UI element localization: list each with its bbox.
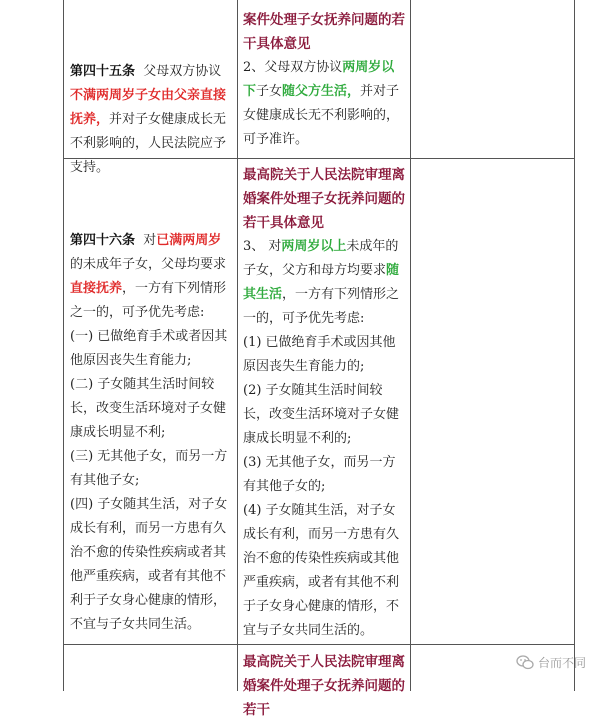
list-item: (一) 已做绝育手术或者因其他原因丧失生育能力; [70,329,228,368]
list-item: (1) 已做绝育手术或因其他原因丧失生育能力的; [243,335,396,374]
table-border-col1 [237,0,238,691]
article-number: 第四十六条 [70,233,136,248]
list-item: (3) 无其他子女，而另一方有其他子女的; [243,455,396,494]
list-item: (4) 子女随其生活，对子女成长有利，而另一方患有久治不愈的传染性疾病或其他严重疾病，或者有其他不利于子女身心健康的情形，不宜与子女共同生活的。 [243,503,400,638]
article-45-cell: 第四十五条 父母双方协议不满两周岁子女由父亲直接抚养，并对子女健康成长无不利影响的，人民法院应予支持。 [70,64,227,175]
opinion-next-cell [243,650,405,722]
list-item: (四) 子女随其生活，对子女成长有利，而另一方患有久治不愈的传染性疾病或者其他严重疾病，或者有其他不利于子女身心健康的情形，不宜与子女共同生活。 [70,497,228,632]
table-border-left [63,0,64,691]
watermark-text: 台而不同 [537,656,586,670]
watermark [516,654,586,671]
article-number: 第四十五条 [70,64,136,79]
table-border-right [574,0,575,691]
list-item: (2) 子女随其生活时间较长，改变生活环境对子女健康成长明显不利的; [243,383,400,446]
wechat-icon [516,655,534,670]
opinion-heading: 案件处理子女抚养问题的若干具体意见 [243,12,405,52]
article-text: 第四十六条 对已满两周岁的未成年子女，父母均要求直接抚养，一方有下列情形之一的，可予优先考虑: [70,233,227,320]
table-border-col2 [410,0,411,691]
article-46-cell [70,229,233,637]
list-item: (三) 无其他子女，而另一方有其他子女; [70,449,228,488]
highlight-text: 不满两周岁子女由父亲直接抚养， [70,88,227,127]
opinion-heading: 最高院关于人民法院审理离婚案件处理子女抚养问题的若干 [243,654,405,718]
opinion-text: 3、 对两周岁以上未成年的子女，父方和母方均要求随其生活，一方有下列情形之一的，可予优先考虑: [243,239,400,326]
list-item: (二) 子女随其生活时间较长，改变生活环境对子女健康成长明显不利; [70,377,227,440]
opinion-3-cell [243,163,405,643]
opinion-heading: 最高院关于人民法院审理离婚案件处理子女抚养问题的若干具体意见 [243,167,405,231]
opinion-text: 2、父母双方协议两周岁以下子女随父方生活，并对子女健康成长无不利影响的，可予准许。 [243,60,400,147]
opinion-2-cell [243,8,405,152]
row-divider-2 [63,644,574,645]
